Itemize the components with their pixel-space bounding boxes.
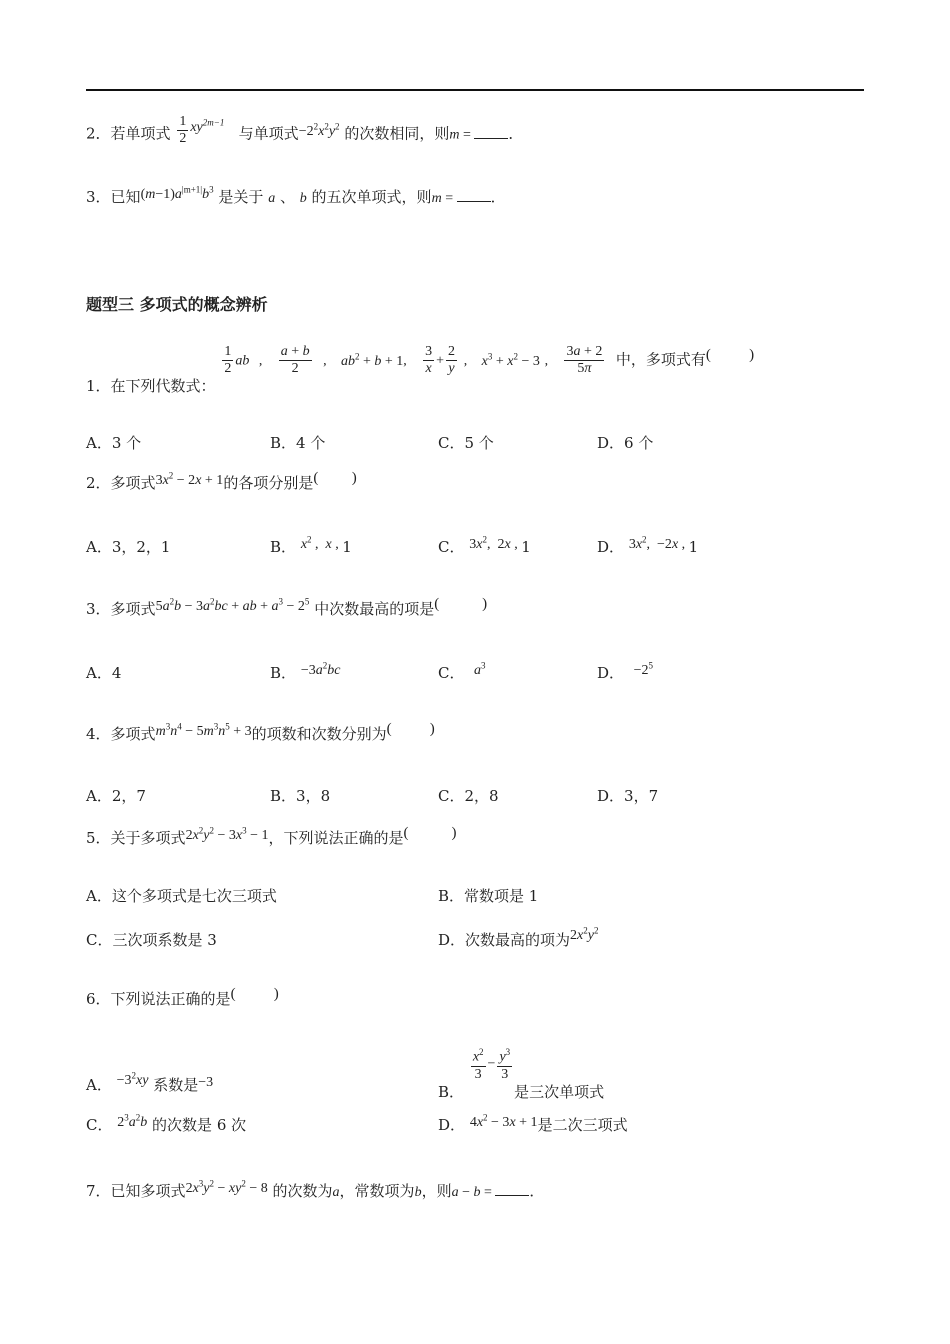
option-a: A．3 个: [86, 434, 142, 452]
option-d: D．6 个: [597, 434, 654, 452]
option-b: B．4 个: [270, 434, 326, 452]
question-1: 1．在下列代数式： $\frac{1}{2}$ ab , $\frac{a + b}{2}$ , $ab^2 + b + 1$, $\frac{3}{x}$ + $\frac{2}{y}$ , $x^3 + x^2 - 3$ , $\frac{3a + 2}{5\pi}$ 中，多项式有( ): [86, 344, 755, 395]
option-c: C． $2^3a^2b$ 的次数是 6 次: [86, 1112, 247, 1134]
option-d: D．3，7: [597, 787, 659, 805]
question-4: 4．多项式$m^3n^4 - 5m^3n^5 + 3$的项数和次数分别为( ): [86, 721, 435, 743]
question-6: 6．下列说法正确的是( ): [86, 986, 279, 1008]
option-a: A．4: [86, 664, 122, 682]
option-a: A．这个多项式是七次三项式: [86, 887, 277, 905]
question-5: 5．关于多项式$2x^2y^2 - 3x^3 - 1$，下列说法正确的是( ): [86, 825, 457, 847]
option-d: D． $3x^2$, −2x , 1: [597, 534, 699, 556]
option-b: B．常数项是 1: [438, 887, 539, 905]
option-c: C．三次项系数是 3: [86, 931, 217, 949]
option-b: B． $-3a^2bc$: [270, 660, 341, 682]
option-c: C．5 个: [438, 434, 494, 452]
option-c: C． $a^3$: [438, 660, 486, 682]
header-rule: [86, 89, 864, 91]
section-heading: 题型三 多项式的概念辨析: [86, 295, 268, 314]
option-c: C．2，8: [438, 787, 499, 805]
question-2-monomial: 2．若单项式 $\frac{1}{2}$ $xy^{2m-1}$ 与单项式$-2^2x^2y^2$ 的次数相同，则m = ．: [86, 114, 524, 146]
question-7: 7．已知多项式$2x^3y^2 - xy^2 - 8$ 的次数为a，常数项为b，则a − b = ．: [86, 1178, 545, 1200]
option-a: A． $-3^2xy$ 系数是−3: [86, 1070, 214, 1094]
option-b: B． $x^2$ , x , 1: [270, 534, 352, 556]
question-3-monomial: 3．已知$(m-1)a^{|m+1|}b^3$ 是关于 a 、 b 的五次单项式，则m = ．: [86, 184, 506, 206]
question-3: 3．多项式$5a^2b - 3a^2bc$ + ab + $a^3 - 2^5$ 中次数最高的项是( ): [86, 596, 488, 618]
option-a: A．2，7: [86, 787, 146, 805]
question-2: 2．多项式$3x^2 - 2x + 1$的各项分别是( ): [86, 470, 357, 492]
option-b: B． $\frac{x^2}{3}$ − $\frac{y^3}{3}$ 是三次单项式: [438, 1044, 604, 1083]
option-d: D． $-2^5$: [597, 660, 653, 682]
option-a: A．3，2，1: [86, 538, 171, 556]
option-b: B．3，8: [270, 787, 331, 805]
option-c: C． $3x^2$, 2x , 1: [438, 534, 531, 556]
option-d: D．次数最高的项为$2x^2y^2$: [438, 925, 599, 949]
option-d: D． $4x^2 - 3x + 1$是二次三项式: [438, 1112, 628, 1134]
